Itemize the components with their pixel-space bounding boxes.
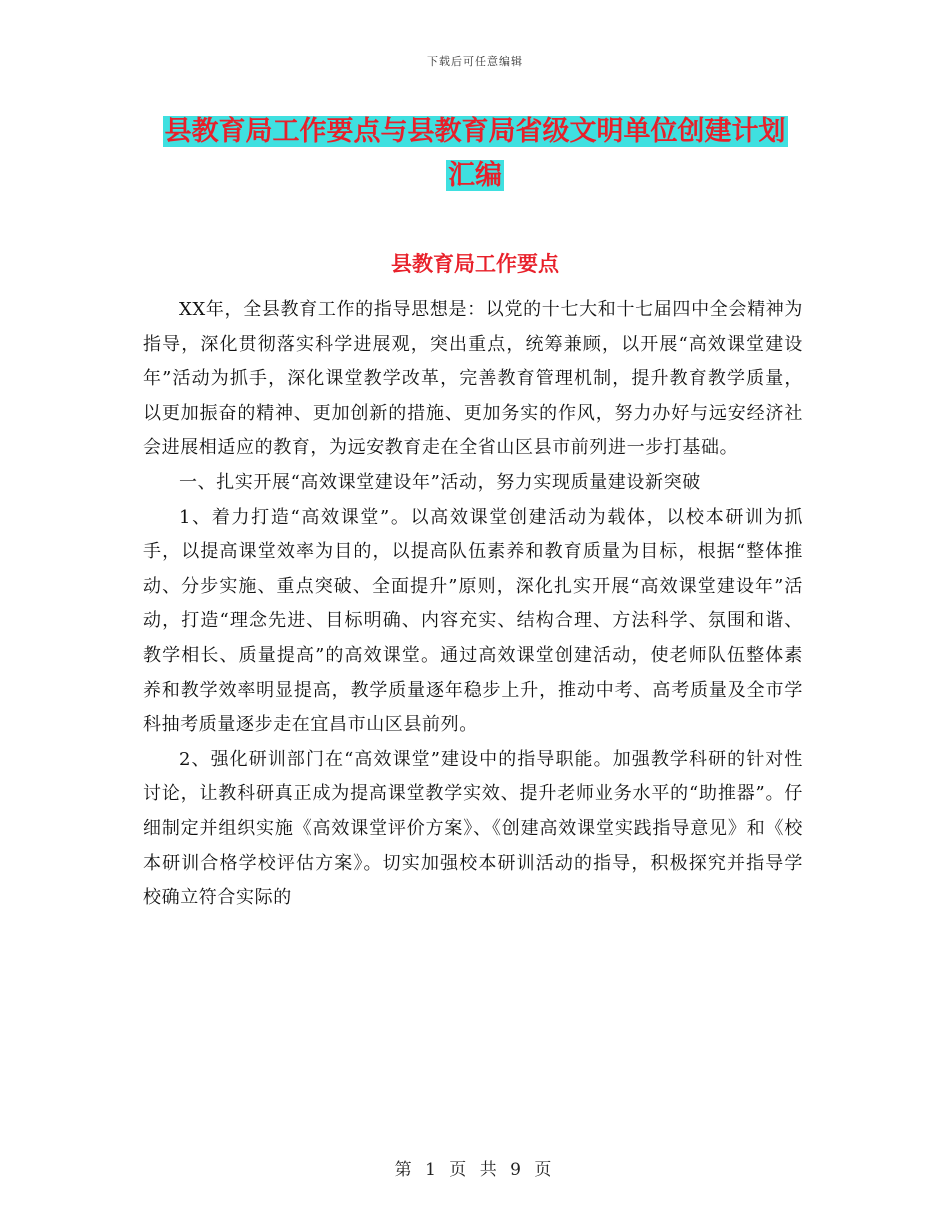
paragraph-guiding-ideology: XX年，全县教育工作的指导思想是：以党的十七大和十七届四中全会精神为指导，深化贯彻落实科学进展观，突出重点，统筹兼顾，以开展“高效课堂建设年”活动为抓手，深化课堂教学改革，完善教育管理机制，提升教育教学质量，以更加振奋的精神、更加创新的措施、更加务实的作风，努力办好与远安经济社会进展相适应的教育，为远安教育走在全省山区县市前列进一步打基础。 <box>143 299 803 459</box>
section-heading: 县教育局工作要点 <box>391 251 559 276</box>
page-number: 第 1 页 共 9 页 <box>394 1160 556 1180</box>
paragraph-section-one-heading: 一、扎实开展“高效课堂建设年”活动，努力实现质量建设新突破 <box>179 471 701 493</box>
header-note: 下载后可任意编辑 <box>427 55 523 68</box>
paragraph-item-2: 2、强化研训部门在“高效课堂”建设中的指导职能。加强教学科研的针对性讨论，让教科研真正成为提高课堂教学实效、提升老师业务水平的“助推器”。仔细制定并组织实施《高效课堂评价方案》、《创建高效课堂实践指导意见》和《校本研训合格学校评估方案》。切实加强校本研训活动的指导，积极探究并指导学校确立符合实际的 <box>143 748 803 909</box>
body-text <box>143 293 803 916</box>
document-title <box>0 110 950 198</box>
paragraph-item-1: 1、着力打造“高效课堂”。以高效课堂创建活动为载体，以校本研训为抓手，以提高课堂效率为目的，以提高队伍素养和教育质量为目标，根据“整体推动、分步实施、重点突破、全面提升”原则，深化扎实开展“高效课堂建设年”活动，打造“理念先进、目标明确、内容充实、结构合理、方法科学、氛围和谐、教学相长、质量提高”的高效课堂。通过高效课堂创建活动，使老师队伍整体素养和教学效率明显提高，教学质量逐年稳步上升，推动中考、高考质量及全市学科抽考质量逐步走在宜昌市山区县前列。 <box>143 506 803 736</box>
document-title-line-1: 县教育局工作要点与县教育局省级文明单位创建计划 <box>164 116 786 147</box>
document-title-line-2: 汇编 <box>448 160 502 191</box>
